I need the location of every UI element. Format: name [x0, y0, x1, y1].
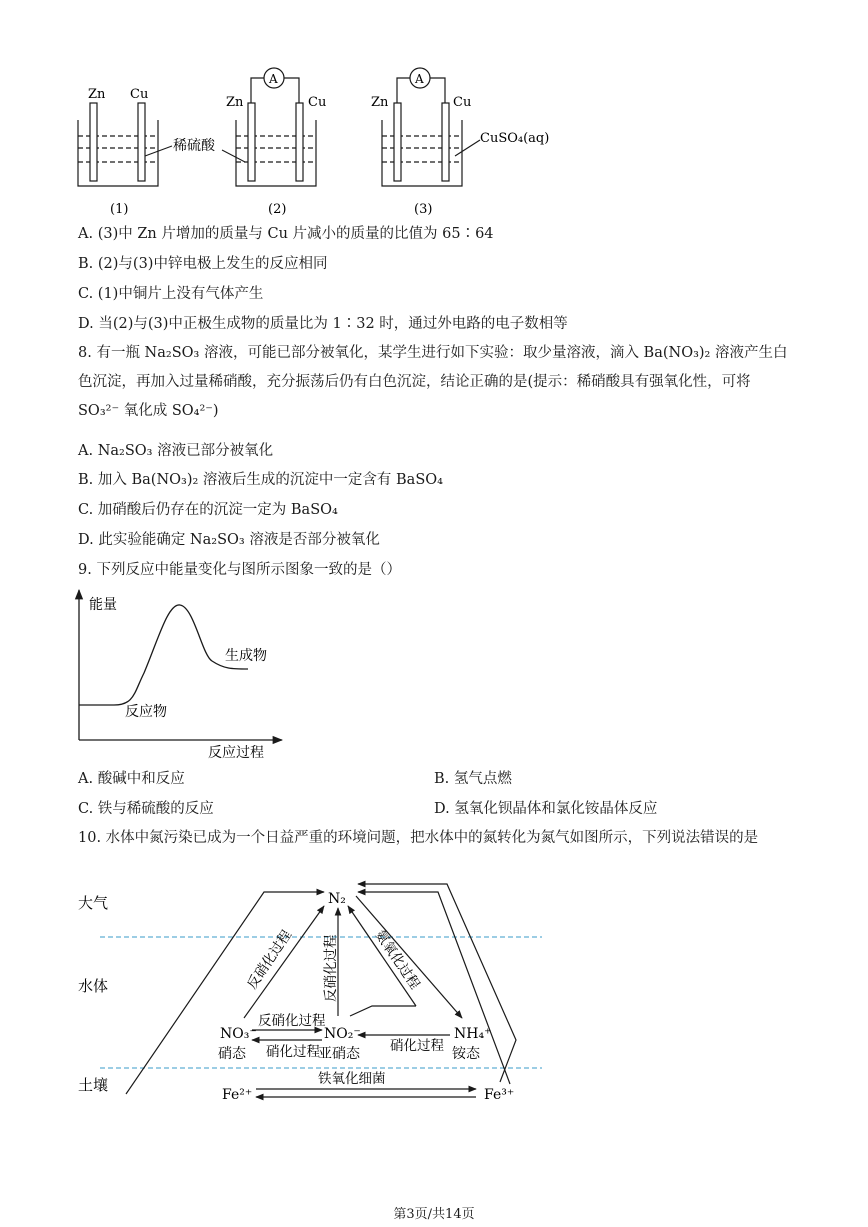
q8-option-c: C. 加硝酸后仍存在的沉淀一定为 BaSO₄: [78, 502, 338, 518]
zone-atmosphere-label: 大气: [78, 894, 109, 912]
cell-3-cu-label: Cu: [453, 95, 472, 110]
cell-1-caption: (1): [110, 202, 129, 217]
q8-option-b: B. 加入 Ba(NO₃)₂ 溶液后生成的沉淀中一定含有 BaSO₄: [78, 472, 443, 488]
cell-3-caption: (3): [414, 202, 433, 217]
cell-1-cu-label: Cu: [130, 87, 149, 102]
q8-stem: 8. 有一瓶 Na₂SO₃ 溶液，可能已部分被氧化，某学生进行如下实验：取少量溶液，滴入 Ba(NO₃)₂ 溶液产生白色沉淀，再加入过量稀硝酸，充分振荡后仍有白色沉淀，结论正确的是(提示：稀硝酸具有强氧化性，可将 SO₃²⁻ 氧化成 SO₄²⁻): [78, 345, 788, 419]
cell-2-caption: (2): [268, 202, 287, 217]
q7-option-a: A. (3)中 Zn 片增加的质量与 Cu 片减小的质量的比值为 65∶64: [78, 226, 494, 242]
cell-2-ammeter-label: A: [269, 72, 278, 86]
nh4-label: NH₄⁺: [454, 1026, 492, 1042]
q9-y-label: 能量: [89, 597, 117, 613]
cell-2-cu-label: Cu: [308, 95, 327, 110]
cuso4-solution-label: CuSO₄(aq): [480, 131, 550, 146]
q7-option-b: B. (2)与(3)中锌电极上发生的反应相同: [78, 256, 328, 272]
q7-option-c: C. (1)中铜片上没有气体产生: [78, 286, 264, 302]
q9-option-b: B. 氢气点燃: [434, 771, 512, 787]
ammonia-oxidation-path: [350, 1006, 416, 1016]
fe2-to-n2-path: [126, 892, 324, 1094]
no3-to-n2-arrow: [244, 906, 324, 1018]
denitrification-label: 反硝化过程: [244, 927, 296, 993]
q9-option-a: A. 酸碱中和反应: [78, 771, 185, 787]
q9-x-label: 反应过程: [208, 745, 264, 761]
q9-energy-diagram: [62, 585, 292, 765]
fe3-label: Fe³⁺: [484, 1087, 515, 1103]
nh4-name: 铵态: [452, 1046, 480, 1062]
q8-option-a: A. Na₂SO₃ 溶液已部分被氧化: [78, 443, 274, 459]
n2-label: N₂: [328, 891, 346, 907]
ammonia-oxidation-label: 氨氧化过程: [371, 927, 423, 993]
denitrification-center-label: 反硝化过程: [323, 934, 339, 1002]
dilute-sulfuric-acid-label: 稀硫酸: [173, 138, 215, 154]
cell-3-ammeter-label: A: [415, 72, 424, 86]
cell-3: [382, 68, 480, 186]
no2-name: 亚硝态: [318, 1046, 360, 1062]
zone-soil-label: 土壤: [78, 1076, 109, 1094]
q9-energy-curve: [79, 605, 248, 705]
q7-option-d: D. 当(2)与(3)中正极生成物的质量比为 1∶32 时，通过外电路的电子数相等: [78, 316, 568, 332]
iron-oxidizing-bacteria-label: 铁氧化细菌: [318, 1071, 386, 1087]
q9-option-c: C. 铁与稀硫酸的反应: [78, 801, 214, 817]
q9-option-d: D. 氢氧化钡晶体和氯化铵晶体反应: [434, 801, 658, 817]
denitrification-no3-no2-label: 反硝化过程: [258, 1013, 326, 1029]
page-footer: 第3页/共14页: [393, 1207, 475, 1222]
cell-2-zn-label: Zn: [226, 95, 244, 110]
q9-reactant-label: 反应物: [125, 704, 167, 720]
q10-stem: 10. 水体中氮污染已成为一个日益严重的环境问题，把水体中的氮转化为氮气如图所示，下列说法错误的是: [78, 830, 759, 846]
nh4-to-n2-arrow: [348, 906, 416, 1006]
no3-label: NO₃⁻: [220, 1026, 257, 1042]
fe3-to-n2-path: [358, 892, 510, 1084]
q7-galvanic-cells-figure: [60, 58, 560, 223]
q10-nitrogen-cycle-diagram: [72, 880, 562, 1110]
q9-stem: 9. 下列反应中能量变化与图所示图象一致的是（）: [78, 562, 401, 578]
zone-water-label: 水体: [78, 977, 109, 995]
no2-label: NO₂⁻: [324, 1026, 361, 1042]
q9-product-label: 生成物: [225, 648, 267, 664]
nitrification-nh4-no2-label: 硝化过程: [390, 1038, 444, 1054]
cell-3-zn-label: Zn: [371, 95, 389, 110]
nitrification-no2-no3-label: 硝化过程: [266, 1044, 320, 1060]
q8-option-d: D. 此实验能确定 Na₂SO₃ 溶液是否部分被氧化: [78, 532, 380, 548]
cell-1: [78, 103, 158, 186]
cell-1-zn-label: Zn: [88, 87, 106, 102]
no3-name: 硝态: [218, 1046, 246, 1062]
fe2-label: Fe²⁺: [222, 1087, 253, 1103]
